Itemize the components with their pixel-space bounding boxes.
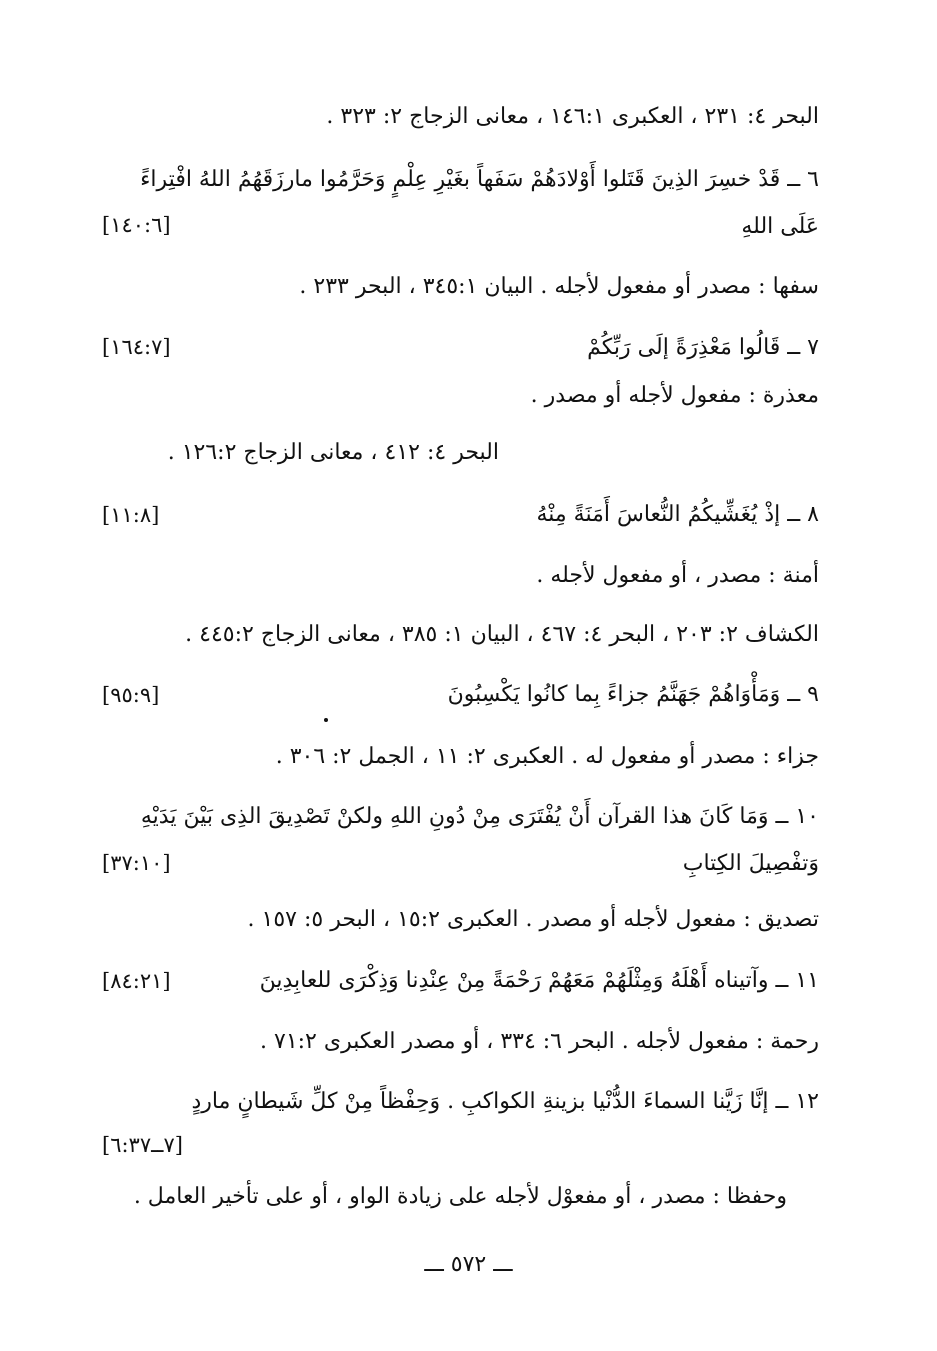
verse-10-line-1: ١٠ ــ وَمَا كَانَ هذا القرآن أَنْ يُفْتَرَى مِنْ دُونِ اللهِ ولكنْ تَصْدِيقَ الذِى بَيْنَ يَدَيْهِ	[140, 804, 819, 829]
commentary-11: رحمة : مفعول لأجله . البحر ٦: ٣٣٤ ، أو مصدر العكبرى ٧١:٢ .	[260, 1029, 819, 1054]
verse-11: ١١ ــ وآتيناه أَهْلَهُ وَمِثْلَهُمْ مَعَهُمْ رَحْمَةً مِنْ عِنْدِنا وَذِكْرَى للعابِدِينَ	[259, 968, 819, 993]
verse-8: ٨ ــ إذْ يُغَشِّيكُمُ النُّعاسَ أَمَنَةً مِنْهُ	[536, 502, 819, 527]
commentary-9: جزاء : مصدر أو مفعول له . العكبرى ٢: ١١ ، الجمل ٢: ٣٠٦ .	[275, 744, 819, 769]
verse-12: ١٢ ــ إنَّا زَيَّنا السماءَ الدُّنْيا بزينةِ الكواكبِ . وَحِفْظاً مِنْ كلِّ شَيطانٍ ماردٍ	[191, 1089, 819, 1114]
verse-11-reference: [٨٤:٢١]	[102, 969, 171, 993]
commentary-6: سفها : مصدر أو مفعول لأجله . البيان ٣٤٥:١ ، البحر ٢٣٣ .	[299, 274, 819, 299]
stray-dot	[324, 718, 328, 722]
commentary-12: وحفظا : مصدر ، أو مفعوْل لأجله على زيادة الواو ، أو على تأخير العامل .	[133, 1184, 787, 1209]
citation-7: البحر ٤: ٤١٢ ، معانى الزجاج ١٢٦:٢ .	[167, 440, 499, 465]
page-number: ـــ ٥٧٢ ـــ	[424, 1252, 513, 1277]
verse-7-reference: [١٦٤:٧]	[102, 335, 171, 359]
citation-8: الكشاف ٢: ٢٠٣ ، البحر ٤: ٤٦٧ ، البيان ١: ٣٨٥ ، معانى الزجاج ٤٤٥:٢ .	[185, 622, 819, 647]
verse-9-reference: [٩٥:٩]	[102, 683, 160, 707]
verse-10-line-2: وَتفْصِيلَ الكِتابِ	[682, 851, 819, 876]
verse-6-line-2: عَلَى اللهِ	[741, 214, 819, 239]
verse-7: ٧ ــ قَالُوا مَعْذِرَةً إلَى رَبِّكُمْ	[587, 335, 819, 360]
commentary-10: تصديق : مفعول لأجله أو مصدر . العكبرى ١٥:٢ ، البحر ٥: ١٥٧ .	[247, 907, 819, 932]
commentary-7: معذرة : مفعول لأجله أو مصدر .	[530, 383, 819, 408]
verse-9: ٩ ــ وَمَأْوَاهُمْ جَهَنَّمُ جزاءً بِما كانُوا يَكْسِبُونَ	[447, 682, 819, 707]
verse-10-reference: [٣٧:١٠]	[102, 851, 171, 875]
verse-6-line-1: ٦ ــ قَدْ خسِرَ الذِينَ قَتَلوا أَوْلادَهُمْ سَفَهاً بغَيْرِ عِلْمٍ وَحَرَّمُوا مارزَقَهُمُ اللهُ افْتِراءً	[140, 167, 819, 192]
commentary-8: أمنة : مصدر ، أو مفعول لأجله .	[536, 563, 819, 588]
verse-8-reference: [١١:٨]	[102, 503, 160, 527]
citation-line: البحر ٤: ٢٣١ ، العكبرى ١٤٦:١ ، معانى الزجاج ٢: ٣٢٣ .	[326, 104, 819, 129]
verse-12-reference: [٧ــ٦:٣٧]	[102, 1133, 183, 1157]
verse-6-reference: [١٤٠:٦]	[102, 213, 171, 237]
